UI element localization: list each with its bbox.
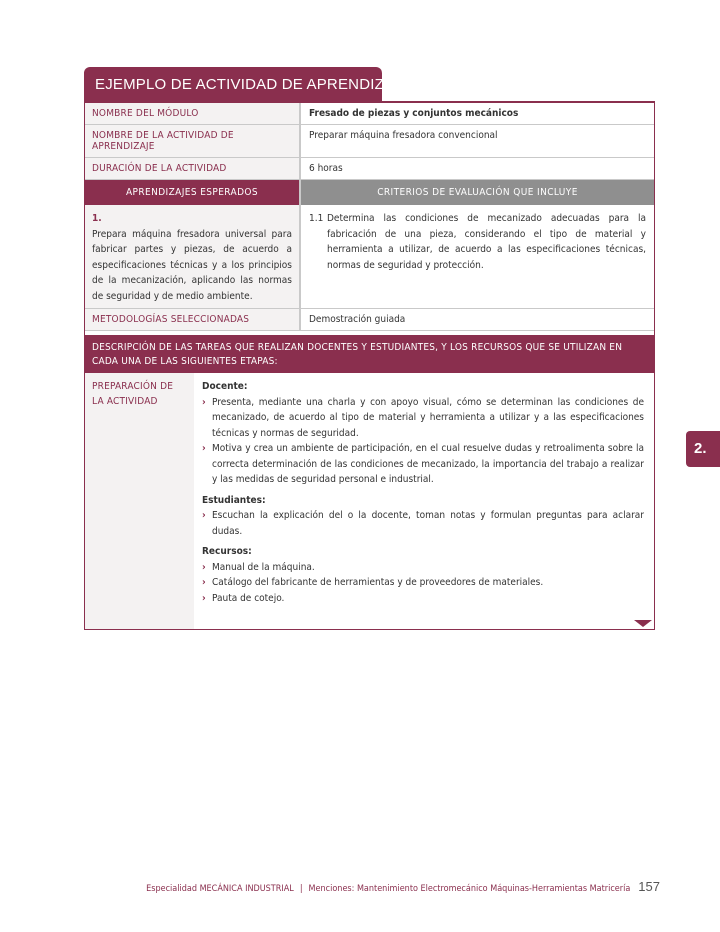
header-row <box>85 180 654 205</box>
preparacion-row <box>85 373 654 629</box>
docente-title: Docente: <box>202 381 248 392</box>
continue-triangle-icon <box>634 620 652 627</box>
metodologias-row <box>85 309 654 331</box>
header-criterios: CRITERIOS DE EVALUACIÓN QUE INCLUYE <box>301 180 654 205</box>
label-modulo: NOMBRE DEL MÓDULO <box>85 103 301 124</box>
info-row-actividad <box>85 125 654 158</box>
list-item: › Escuchan la explicación del o la docente, toman notas y formulan preguntas para aclarar dudas. <box>202 508 644 539</box>
list-item: › Motiva y crea un ambiente de participación, en el cual resuelve dudas y retroalimenta sobre la correcta determinación de las condiciones de mecanizado, la importancia del trabajo a realizar y las medidas de seguridad personal e industrial. <box>202 441 644 488</box>
descripcion-header: DESCRIPCIÓN DE LAS TAREAS QUE REALIZAN DOCENTES Y ESTUDIANTES, Y LOS RECURSOS QUE SE UTILIZAN EN CADA UNA DE LAS SIGUIENTES ETAPAS: <box>85 331 654 373</box>
bullet-chevron-icon: › <box>202 510 206 521</box>
footer-especialidad: Especialidad MECÁNICA INDUSTRIAL <box>146 884 294 894</box>
value-duracion: 6 horas <box>309 163 343 174</box>
bullet-chevron-icon: › <box>202 396 206 408</box>
criterios-cell <box>301 205 654 306</box>
info-row-modulo <box>85 103 654 125</box>
activity-sheet <box>84 101 655 630</box>
list-item: › Manual de la máquina. <box>202 560 644 576</box>
header-aprendizajes: APRENDIZAJES ESPERADOS <box>85 180 301 205</box>
value-actividad: Preparar máquina fresadora convencional <box>309 130 498 141</box>
bullet-chevron-icon: › <box>202 443 206 454</box>
recursos-title: Recursos: <box>202 546 252 557</box>
chapter-tab: 2. <box>686 431 720 467</box>
aprendizaje-text: Prepara máquina fresadora universal para fabricar partes y piezas, de acuerdo a especificaciones técnicas y a los principios de la mecanización, aplicando las normas de seguridad y de medio ambiente. <box>92 228 292 302</box>
label-preparacion: PREPARACIÓN DE LA ACTIVIDAD <box>85 373 194 629</box>
label-metodologias: METODOLOGÍAS SELECCIONADAS <box>85 309 301 330</box>
criterio-number: 1.1 <box>309 213 324 224</box>
bullet-chevron-icon: › <box>202 561 206 573</box>
footer-separator: | <box>299 884 303 894</box>
footer-menciones: Menciones: Mantenimiento Electromecánico Máquinas-Herramientas Matricería <box>308 884 631 894</box>
estudiantes-title: Estudiantes: <box>202 494 266 506</box>
page-number: 157 <box>638 879 660 894</box>
list-item: › Pauta de cotejo. <box>202 591 644 607</box>
info-row-duracion <box>85 158 654 180</box>
docente-section <box>202 379 644 488</box>
estudiantes-section <box>202 493 644 540</box>
criterio-item <box>309 211 646 273</box>
activity-title: EJEMPLO DE ACTIVIDAD DE APRENDIZAJE <box>84 67 382 102</box>
aprendizaje-row <box>85 205 654 309</box>
bullet-chevron-icon: › <box>202 592 206 604</box>
label-duracion: DURACIÓN DE LA ACTIVIDAD <box>85 158 301 179</box>
list-item: › Presenta, mediante una charla y con apoyo visual, cómo se determinan las condiciones de mecanizado, de acuerdo al tipo de material y herramienta a utilizar y a las especificaciones técnicas y normas de seguridad. <box>202 395 644 442</box>
criterio-text: Determina las condiciones de mecanizado adecuadas para la fabricación de una pieza, considerando el tipo de material y herramienta a utilizar, de acuerdo a las especificaciones técnicas, normas de seguridad y protección. <box>327 213 646 271</box>
value-modulo: Fresado de piezas y conjuntos mecánicos <box>309 108 519 119</box>
bullet-chevron-icon: › <box>202 577 206 588</box>
aprendizaje-number: 1. <box>92 213 102 224</box>
label-actividad: NOMBRE DE LA ACTIVIDAD DE APRENDIZAJE <box>85 125 301 157</box>
page-footer <box>120 879 660 894</box>
aprendizaje-cell <box>85 205 301 308</box>
list-item: › Catálogo del fabricante de herramientas y de proveedores de materiales. <box>202 575 644 591</box>
value-metodologias: Demostración guiada <box>309 314 406 325</box>
preparacion-body <box>194 373 654 629</box>
recursos-section <box>202 544 644 606</box>
